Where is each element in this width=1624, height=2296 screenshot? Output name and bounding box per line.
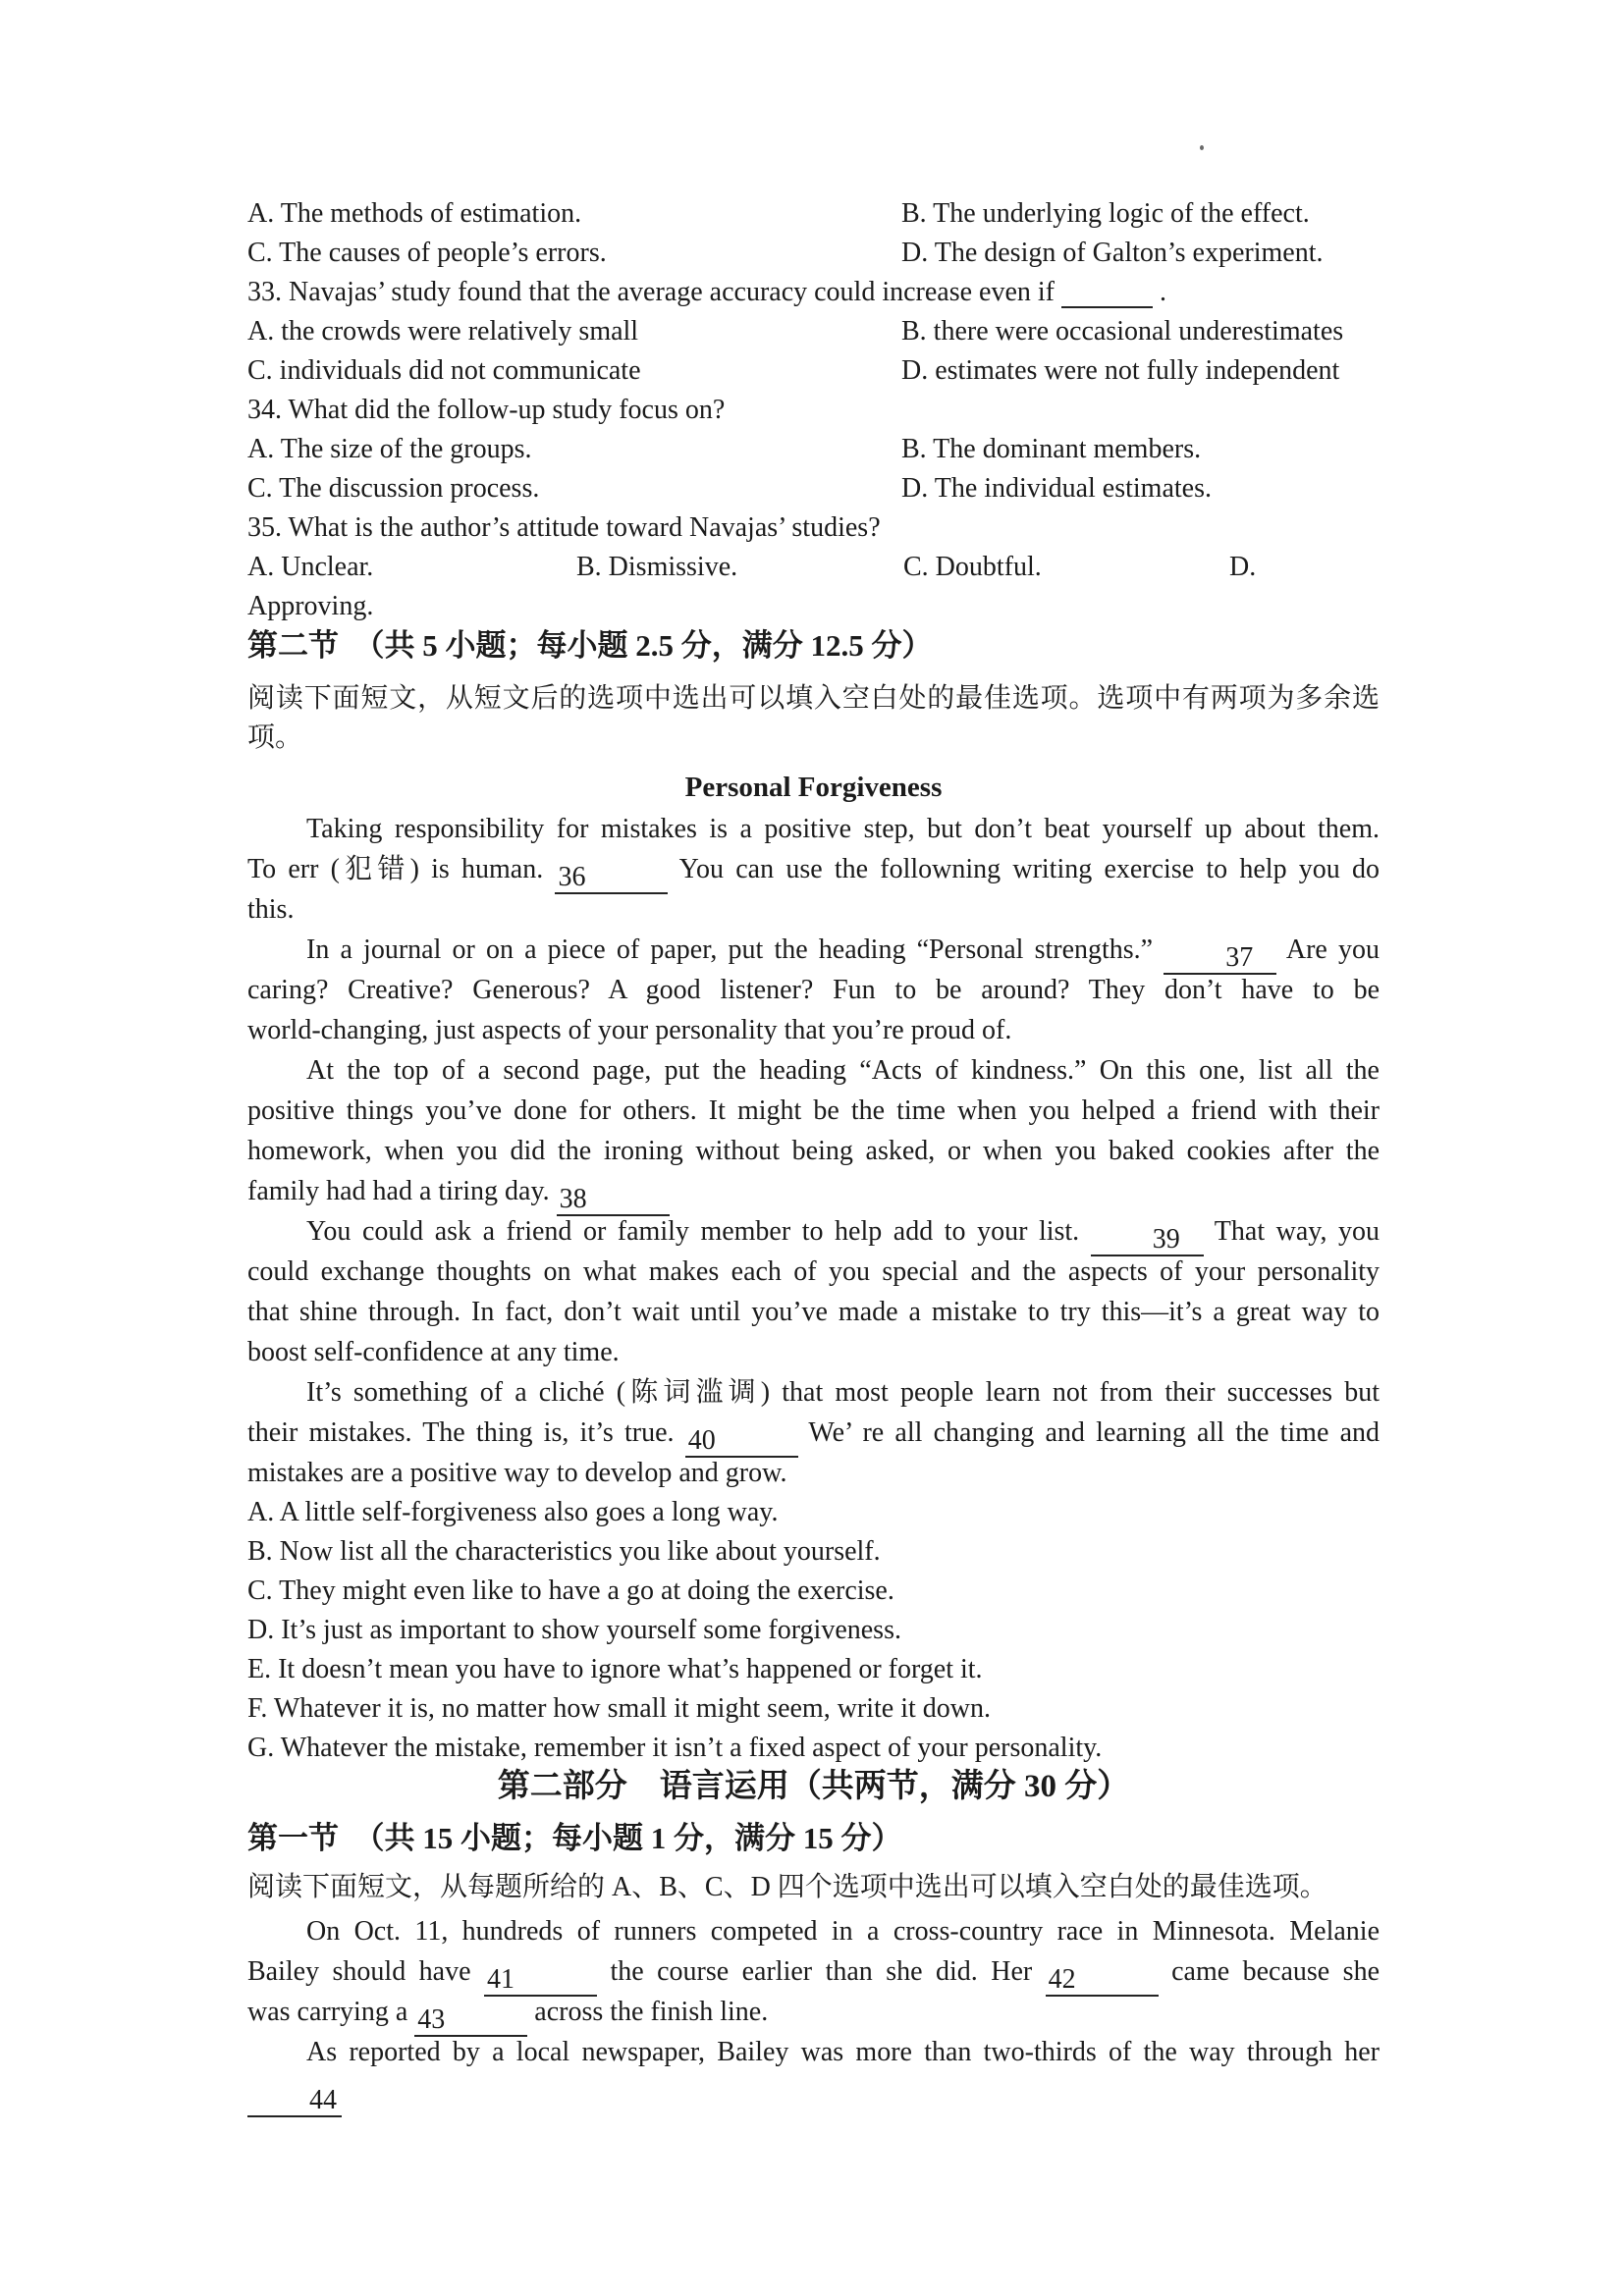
choice-g: G. Whatever the mistake, remember it isn’t a fixed aspect of your personality.: [247, 1733, 1103, 1763]
q33-options-row-cd: [247, 351, 1380, 391]
q32-options-row-ab: [247, 194, 1380, 234]
blank-44: [247, 2086, 342, 2117]
passage-text: In a journal or on a piece of paper, put the heading “Personal strengths.”: [306, 934, 1154, 965]
passage-line: [247, 849, 1380, 892]
option-a: A. Unclear.: [247, 552, 374, 582]
blank-number: 44: [309, 2085, 337, 2115]
passage-paragraph-2: [247, 930, 1380, 1050]
choice-c: C. They might even like to have a go at doing the exercise.: [247, 1575, 894, 1606]
passage-line: It’s something of a cliché (陈词滥调) that most people learn not from their successes but: [306, 1377, 1380, 1408]
blank-number: 43: [417, 2004, 446, 2035]
q34-options-row-cd: [247, 469, 1380, 508]
instruction-line-2: 项。: [247, 722, 303, 753]
passage-line: positive things you’ve done for others. It might be the time when you helped a friend with their: [247, 1095, 1380, 1126]
passage-line: homework, when you did the ironing without being asked, or when you baked cookies after the: [247, 1136, 1380, 1166]
part-2-heading: 第二部分 语言运用（共两节，满分 30 分）: [497, 1769, 1130, 1804]
q33-stem-tail: .: [1160, 277, 1166, 307]
passage-paragraph-3: [247, 1050, 1380, 1214]
passage-line: Taking responsibility for mistakes is a positive step, but don’t beat yourself up about them.: [306, 814, 1380, 844]
passage-line: [247, 930, 1380, 973]
q32-options-row-cd: [247, 234, 1380, 273]
blank-42: [1046, 1965, 1159, 1997]
section-2-heading: 第二节 （共 5 小题；每小题 2.5 分，满分 12.5 分）: [247, 628, 933, 663]
blank-number: 42: [1048, 1964, 1076, 1995]
stray-mark: [1200, 145, 1204, 150]
q35-option-d-continuation: Approving.: [247, 591, 374, 621]
q33-blank: [1061, 277, 1153, 308]
passage-text: family had had a tiring day.: [247, 1176, 550, 1206]
choice-e: E. It doesn’t mean you have to ignore what’s happened or forget it.: [247, 1654, 983, 1684]
passage-text: You can use the followning writing exercise to help you do: [678, 854, 1380, 884]
q34-stem: 34. What did the follow-up study focus on?: [247, 395, 726, 425]
option-c: C. individuals did not communicate: [247, 355, 641, 386]
option-a: A. The size of the groups.: [247, 434, 532, 464]
passage-text: That way, you: [1214, 1216, 1380, 1247]
part-2-section-1-heading: 第一节 （共 15 小题；每小题 1 分，满分 15 分）: [247, 1821, 902, 1855]
page-content: [247, 194, 1380, 2115]
option-b: B. The dominant members.: [901, 434, 1202, 464]
option-b: B. Dismissive.: [576, 552, 738, 582]
passage-text: their mistakes. The thing is, it’s true.: [247, 1417, 675, 1448]
q33-options-row-ab: [247, 312, 1380, 351]
blank-number: 38: [559, 1184, 587, 1214]
cloze-text: was carrying a: [247, 1997, 408, 2027]
passage-line: this.: [247, 894, 295, 925]
option-a: A. the crowds were relatively small: [247, 316, 639, 347]
passage-line: [247, 1171, 1380, 1214]
cloze-line: [247, 1992, 1380, 2035]
passage-text: Are you: [1285, 934, 1380, 965]
choice-d: D. It’s just as important to show yourself some forgiveness.: [247, 1615, 901, 1645]
option-c: C. The causes of people’s errors.: [247, 238, 607, 268]
choice-a: A. A little self-forgiveness also goes a long way.: [247, 1497, 779, 1527]
passage-paragraph-5: [247, 1372, 1380, 1493]
blank-36: [555, 863, 668, 894]
cloze-paragraph-2: [247, 2032, 1380, 2115]
cloze-text: the course earlier than she did. Her: [610, 1956, 1033, 1987]
cloze-line: [247, 1951, 1380, 1995]
choice-b: B. Now list all the characteristics you like about yourself.: [247, 1536, 881, 1567]
passage-paragraph-1: [247, 809, 1380, 930]
cloze-text: came because she: [1171, 1956, 1380, 1987]
passage-paragraph-4: [247, 1211, 1380, 1372]
blank-number: 40: [687, 1425, 716, 1456]
passage-text: To err (犯错) is human.: [247, 854, 544, 884]
cloze-text: As reported by a local newspaper, Bailey was more than two-thirds of the way through her: [306, 2037, 1380, 2067]
option-d: D.: [1229, 552, 1257, 582]
instruction-line-1: 阅读下面短文，从短文后的选项中选出可以填入空白处的最佳选项。选项中有两项为多余选: [247, 683, 1380, 714]
passage-line: world-changing, just aspects of your personality that you’re proud of.: [247, 1015, 1012, 1045]
option-c: C. The discussion process.: [247, 473, 540, 504]
passage-line: could exchange thoughts on what makes each of you special and the aspects of your personality: [247, 1256, 1380, 1287]
option-b: B. The underlying logic of the effect.: [901, 198, 1310, 229]
blank-number: 41: [486, 1964, 514, 1995]
blank-number: 39: [1152, 1224, 1180, 1255]
option-d: D. estimates were not fully independent: [901, 355, 1340, 386]
cloze-text: Bailey should have: [247, 1956, 471, 1987]
passage-line: [247, 1211, 1380, 1255]
option-c: C. Doubtful.: [903, 552, 1042, 582]
blank-number: 36: [558, 862, 586, 892]
passage-line: that shine through. In fact, don’t wait until you’ve made a mistake to try this—it’s a great way to: [247, 1297, 1380, 1327]
q33-stem: [247, 273, 1380, 312]
choices-list: [247, 1493, 1380, 1768]
part-2-instruction: 阅读下面短文，从每题所给的 A、B、C、D 四个选项中选出可以填入空白处的最佳选项。: [247, 1872, 1327, 1902]
option-b: B. there were occasional underestimates: [901, 316, 1344, 347]
passage-title: Personal Forgiveness: [684, 772, 943, 803]
q35-stem: 35. What is the author’s attitude toward Navajas’ studies?: [247, 512, 881, 543]
option-d: D. The design of Galton’s experiment.: [901, 238, 1324, 268]
passage-line: [247, 1413, 1380, 1456]
passage-line: mistakes are a positive way to develop and grow.: [247, 1458, 787, 1488]
passage-line: boost self-confidence at any time.: [247, 1337, 620, 1367]
passage-text: We’ re all changing and learning all the time and: [808, 1417, 1380, 1448]
passage-text: You could ask a friend or family member to help add to your list.: [306, 1216, 1080, 1247]
passage-line: caring? Creative? Generous? A good listener? Fun to be around? They don’t have to be: [247, 975, 1380, 1005]
choice-f: F. Whatever it is, no matter how small it might seem, write it down.: [247, 1693, 992, 1724]
cloze-text: across the finish line.: [534, 1997, 769, 2027]
q35-options-row: [247, 548, 1380, 587]
section-2-instruction: [247, 679, 1380, 758]
passage-line: At the top of a second page, put the heading “Acts of kindness.” On this one, list all the: [306, 1055, 1380, 1086]
blank-number: 37: [1225, 942, 1254, 973]
option-d: D. The individual estimates.: [901, 473, 1212, 504]
q34-options-row-ab: [247, 430, 1380, 469]
q33-stem-text: 33. Navajas’ study found that the average accuracy could increase even if: [247, 277, 1055, 307]
cloze-line: On Oct. 11, hundreds of runners competed in a cross-country race in Minnesota. Melanie: [306, 1916, 1380, 1947]
cloze-paragraph-1: [247, 1911, 1380, 2035]
option-a: A. The methods of estimation.: [247, 198, 582, 229]
cloze-line: [247, 2032, 1380, 2115]
